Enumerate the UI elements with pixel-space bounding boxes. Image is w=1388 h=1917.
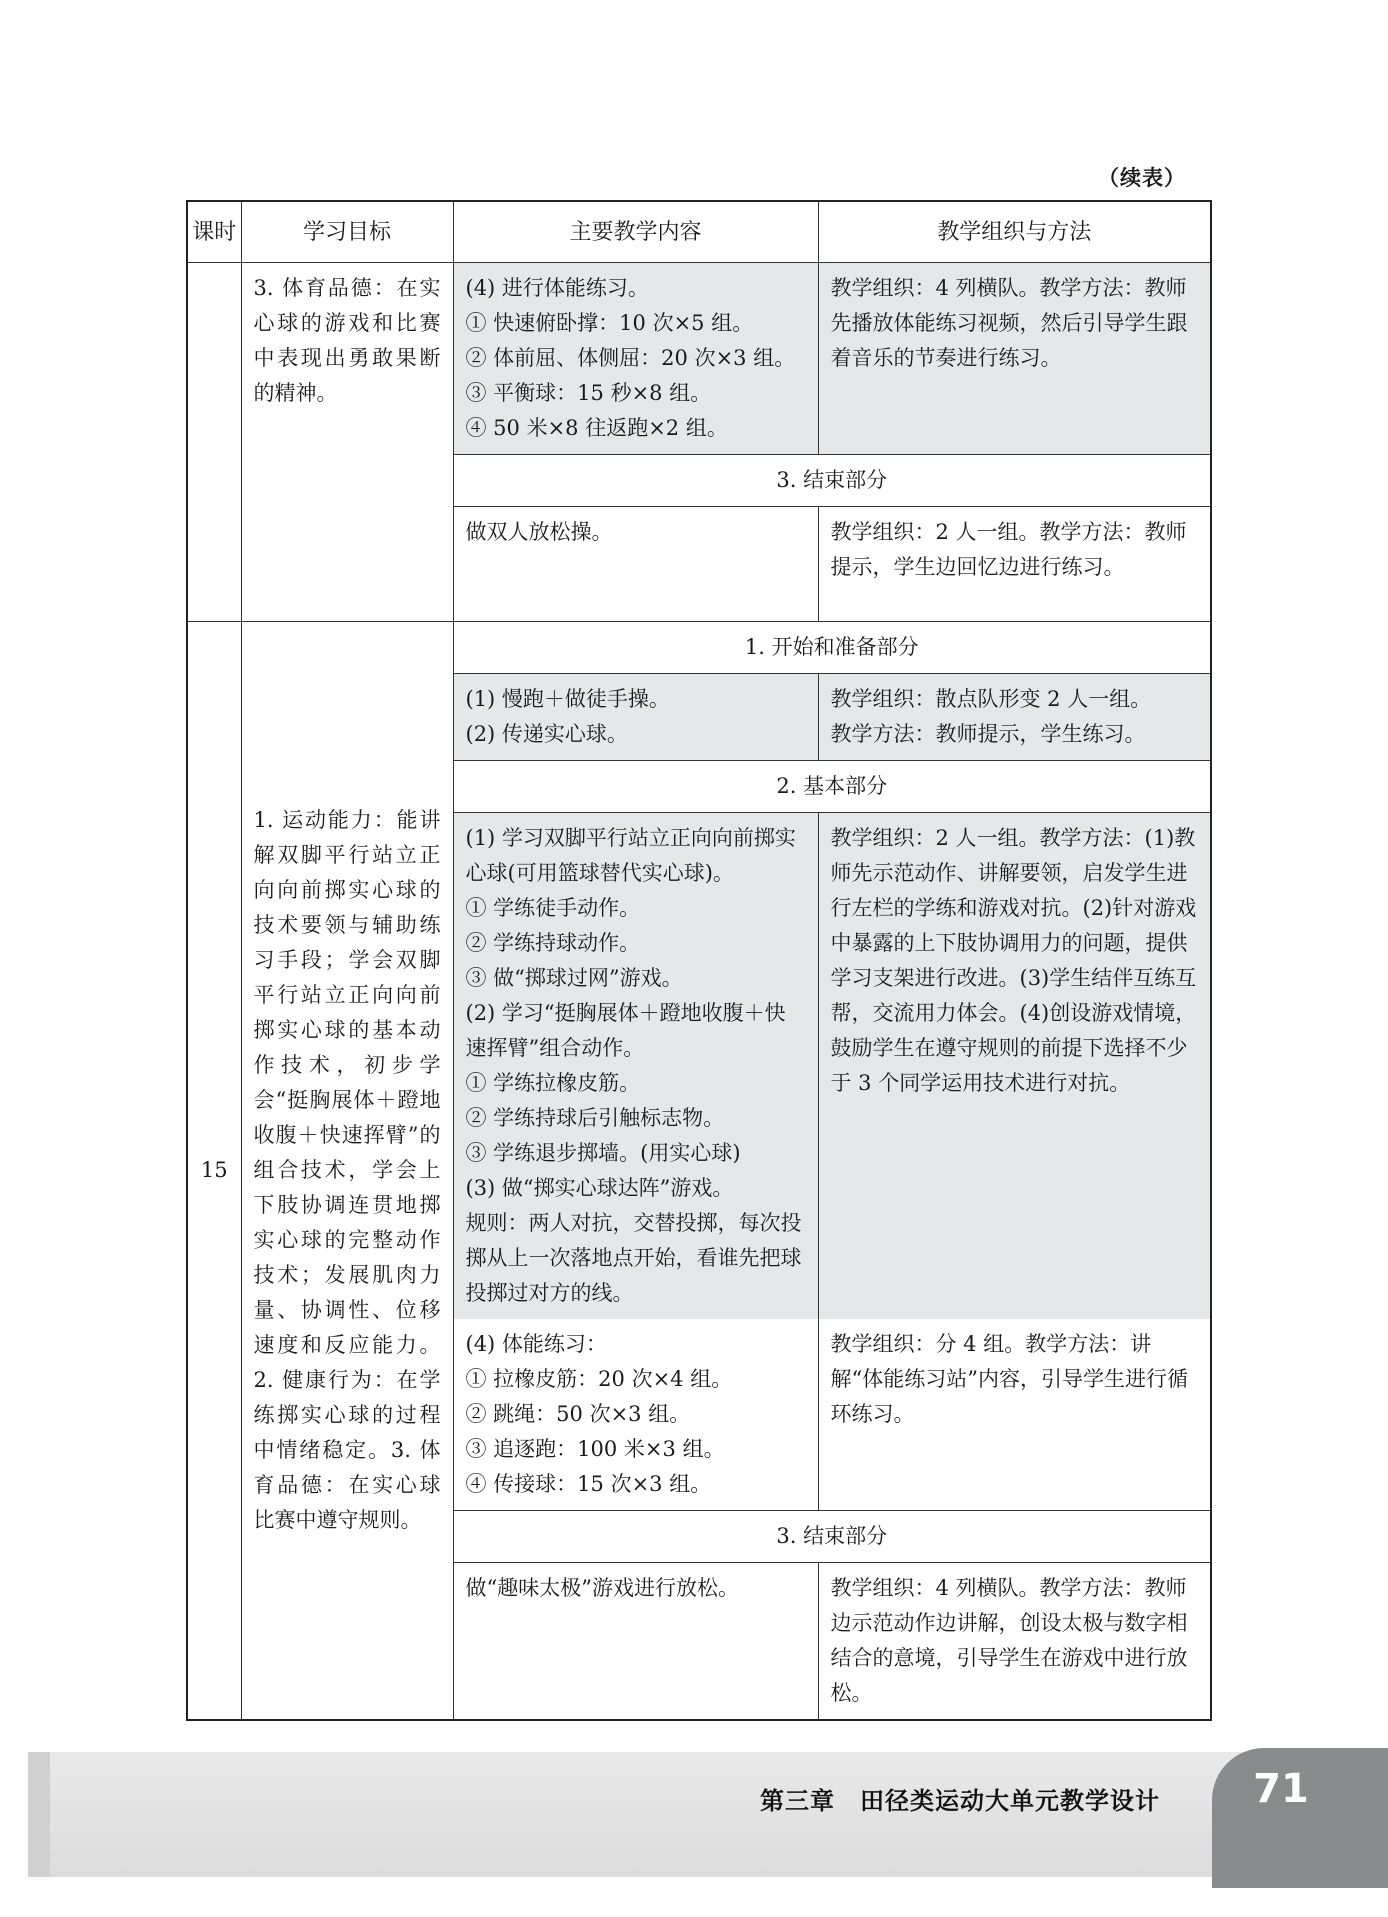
list-item: (3) 做“掷实心球达阵”游戏。 [465, 1176, 734, 1200]
lesson15-fitness-method: 教学组织：分 4 组。教学方法：讲解“体能练习站”内容，引导学生进行循环练习。 [818, 1319, 1211, 1511]
header-hour: 课时 [187, 201, 241, 263]
list-item: ④ 传接球：15 次×3 组。 [465, 1472, 712, 1496]
list-item: ② 学练持球动作。 [465, 931, 641, 955]
header-goal: 学习目标 [241, 201, 453, 263]
header-content: 主要教学内容 [453, 201, 818, 263]
list-item: ③ 追逐跑：100 米×3 组。 [465, 1437, 725, 1461]
list-item: ② 体前屈、体侧屈：20 次×3 组。 [465, 346, 796, 370]
table-row [187, 263, 1211, 455]
continued-label: （续表） [1098, 166, 1186, 190]
list-item: ③ 做“掷球过网”游戏。 [465, 966, 683, 990]
list-item: (1) 学习双脚平行站立正向向前掷实心球(可用篮球替代实心球)。 [465, 826, 796, 885]
page-number: 71 [1253, 1766, 1309, 1812]
lesson15-goal [241, 622, 453, 1721]
lesson15-start-title: 1. 开始和准备部分 [453, 622, 1211, 674]
list-item: ② 跳绳：50 次×3 组。 [465, 1402, 691, 1426]
list-item: (2) 传递实心球。 [465, 722, 628, 746]
lesson15-start-content [453, 674, 818, 761]
list-item: (4) 进行体能练习。 [465, 276, 649, 300]
lesson14-fitness-content [453, 263, 818, 455]
lesson15-goal-text: 1. 运动能力：能讲解双脚平行站立正向向前掷实心球的技术要领与辅助练习手段；学会双脚平行站立正向向前掷实心球的基本动作技术，初步学会“挺胸展体＋蹬地收腹＋快速挥臂”的组合技术，学会上下肢协调连贯地掷实心球的完整动作技术；发展肌肉力量、协调性、位移速度和反应能力。2. 健康行为：在学练掷实心球的过程中情绪稳定。3. 体育品德：在实心球比赛中遵守规则。 [253, 808, 441, 1532]
list-item: ③ 平衡球：15 秒×8 组。 [465, 381, 712, 405]
list-item: ① 学练拉橡皮筋。 [465, 1071, 641, 1095]
list-item: (4) 体能练习： [465, 1332, 607, 1356]
list-item: ② 学练持球后引触标志物。 [465, 1106, 725, 1130]
footer-band [28, 1752, 1388, 1877]
list-item: ① 拉橡皮筋：20 次×4 组。 [465, 1367, 733, 1391]
list-item: (1) 慢跑＋做徒手操。 [465, 687, 670, 711]
lesson15-end-content: 做“趣味太极”游戏进行放松。 [453, 1563, 818, 1721]
lesson14-goal: 3. 体育品德：在实心球的游戏和比赛中表现出勇敢果断的精神。 [241, 263, 453, 622]
lesson15-basic-method: 教学组织：2 人一组。教学方法：(1)教师先示范动作、讲解要领，启发学生进行左栏的学练和游戏对抗。(2)针对游戏中暴露的上下肢协调用力的问题，提供学习支架进行改进。(3)学生结伴互练互帮，交流用力体会。(4)创设游戏情境，鼓励学生在遵守规则的前提下选择不少于 3 个同学运用技术进行对抗。 [818, 813, 1211, 1320]
lesson15-basic-content [453, 813, 818, 1320]
lesson14-end-method: 教学组织：2 人一组。教学方法：教师提示，学生边回忆边进行练习。 [818, 507, 1211, 622]
list-item: (2) 学习“挺胸展体＋蹬地收腹＋快速挥臂”组合动作。 [465, 1001, 786, 1060]
footer-edge [28, 1752, 50, 1877]
lesson15-start-method [818, 674, 1211, 761]
list-item: ① 学练徒手动作。 [465, 896, 641, 920]
lesson15-end-title: 3. 结束部分 [453, 1511, 1211, 1563]
lesson15-end-method: 教学组织：4 列横队。教学方法：教师边示范动作边讲解，创设太极与数字相结合的意境，引导学生在游戏中进行放松。 [818, 1563, 1211, 1721]
list-item: 教学组织：散点队形变 2 人一组。 [830, 687, 1152, 711]
list-item: ① 快速俯卧撑：10 次×5 组。 [465, 311, 754, 335]
lesson14-end-title: 3. 结束部分 [453, 455, 1211, 507]
lesson14-fitness-method: 教学组织：4 列横队。教学方法：教师先播放体能练习视频，然后引导学生跟着音乐的节奏进行练习。 [818, 263, 1211, 455]
lesson14-end-content: 做双人放松操。 [453, 507, 818, 622]
list-item: ③ 学练退步掷墙。(用实心球) [465, 1141, 741, 1165]
chapter-title: 第三章 田径类运动大单元教学设计 [760, 1787, 1160, 1815]
lesson15-basic-title: 2. 基本部分 [453, 761, 1211, 813]
header-method: 教学组织与方法 [818, 201, 1211, 263]
table-header-row [187, 201, 1211, 263]
list-item: ④ 50 米×8 往返跑×2 组。 [465, 416, 728, 440]
lesson-plan-table [186, 200, 1212, 1721]
lesson15-hour: 15 [187, 622, 241, 1721]
list-item: 教学方法：教师提示，学生练习。 [830, 722, 1146, 746]
table-row [187, 622, 1211, 674]
lesson15-fitness-content [453, 1319, 818, 1511]
lesson14-hour-cell [187, 263, 241, 622]
list-item: 规则：两人对抗，交替投掷，每次投掷从上一次落地点开始，看谁先把球投掷过对方的线。 [465, 1211, 802, 1305]
